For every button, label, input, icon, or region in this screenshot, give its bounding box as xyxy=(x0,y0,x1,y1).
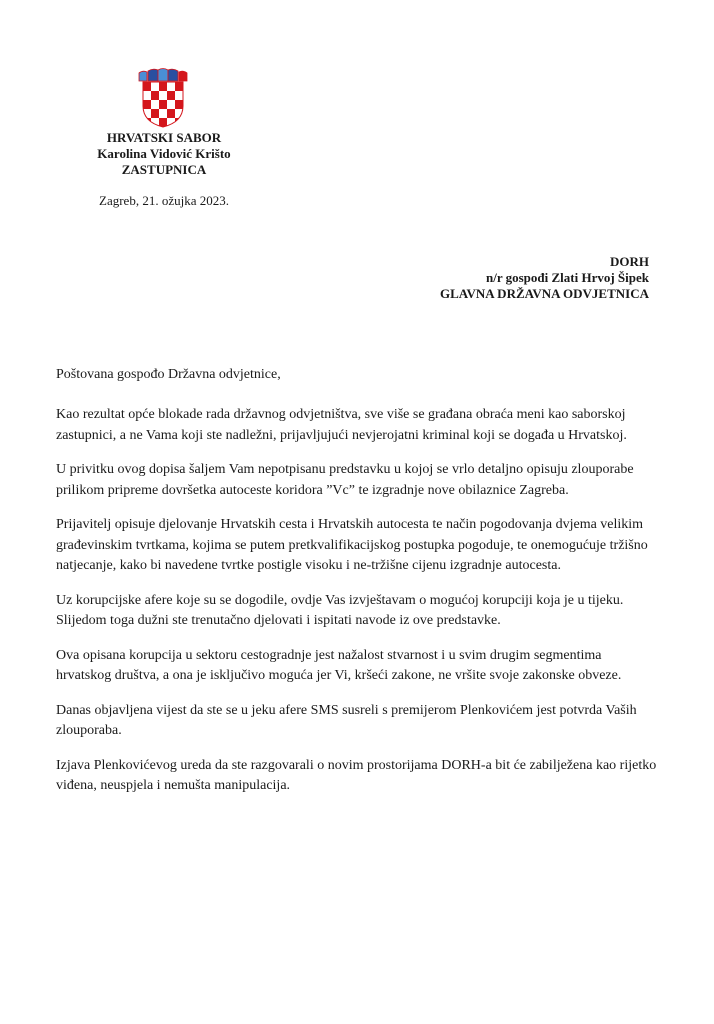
paragraph: Danas objavljena vijest da ste se u jeku afere SMS susreli s premijerom Plenkovićem jest potvrda Vaših zlouporaba. xyxy=(56,702,637,738)
recipient-line-1: DORH xyxy=(610,254,649,269)
salutation: Poštovana gospođo Državna odvjetnice, xyxy=(56,367,281,382)
letter-body xyxy=(56,405,660,811)
institution-name: HRVATSKI SABOR xyxy=(106,130,222,145)
paragraph: Ova opisana korupcija u sektoru cestogradnje jest nažalost stvarnost i u svim drugim segmentima hrvatskog društva, a ona je isključivo moguća jer Vi, kršeći zakone, ne vršite svoje zakonske obveze. xyxy=(56,647,622,683)
paragraph: Izjava Plenkovićevog ureda da ste razgovarali o novim prostorijama DORH-a bit će zabilježena kao rijetko viđena, neuspjela i nemušta manipulacija. xyxy=(56,757,657,793)
paragraph: Prijavitelj opisuje djelovanje Hrvatskih cesta i Hrvatskih autocesta te način pogodovanja dvjema velikim građevinskim tvrtkama, kojima se putem pretkvalifikacijskog postupka pogoduje, te onemogućuje tržišno natjecanje, kako bi navedene tvrtke postigle visoku i ne-tržišne cijenu izgradnje autocesta. xyxy=(56,517,648,573)
recipient-line-2: n/r gospođi Zlati Hrvoj Šipek xyxy=(485,270,649,285)
paragraph: U privitku ovog dopisa šaljem Vam nepotpisanu predstavku u kojoj se vrlo detaljno opisuju zlouporabe prilikom pripreme dovršetka autoceste koridora ”Vc” te izgradnje nove obilaznice Zagreba. xyxy=(56,462,634,498)
paragraph: Uz korupcijske afere koje su se dogodile, ovdje Vas izvještavam o mogućoj korupciji koja je u tijeku. Slijedom toga dužni ste trenutačno djelovati i ispitati navode iz ove predstavke. xyxy=(56,592,624,628)
sender-name: Karolina Vidović Krišto xyxy=(97,146,231,161)
croatian-coat-of-arms-icon xyxy=(137,68,189,128)
recipient-line-3: GLAVNA DRŽAVNA ODVJETNICA xyxy=(439,286,649,301)
letter-date: Zagreb, 21. ožujka 2023. xyxy=(99,193,229,208)
paragraph: Kao rezultat opće blokade rada državnog odvjetništva, sve više se građana obraća meni kao saborskoj zastupnici, a ne Vama koji ste nadležni, prijavljujući nevjerojatni kriminal koji se događa u Hrvatskoj. xyxy=(56,407,627,443)
sender-block xyxy=(64,130,264,178)
recipient-block xyxy=(440,254,649,302)
sender-role: ZASTUPNICA xyxy=(121,162,207,177)
